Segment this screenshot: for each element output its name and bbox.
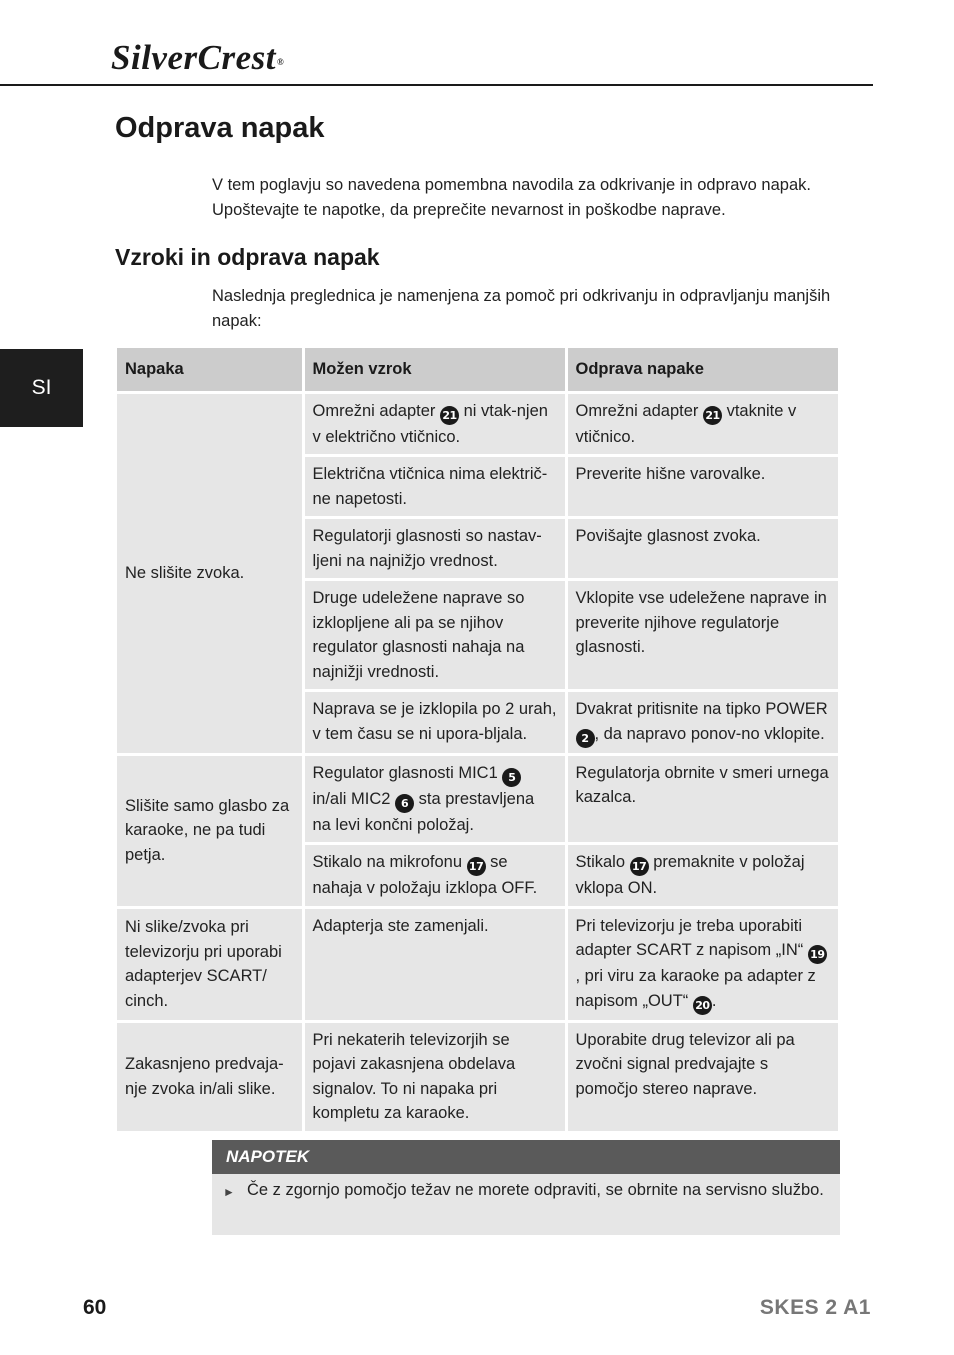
cell-text: . [711, 991, 717, 1010]
cause-cell [303, 754, 566, 844]
page-title: Odprava napak [115, 112, 325, 144]
cell-text: Vklopite vse udeležene naprave in preverite njihove regulatorje glasnosti. [575, 589, 827, 656]
header-divider [0, 84, 873, 86]
remedy-cell [566, 456, 838, 518]
cell-text: Stikalo na mikrofonu [312, 853, 467, 871]
section-title: Vzroki in odprava napak [115, 244, 380, 270]
cause-cell [303, 691, 566, 755]
header-cause: Možen vzrok [303, 348, 566, 392]
header-remedy: Odprava napake [566, 348, 838, 392]
cell-text: Adapterja ste zamenjali. [312, 916, 489, 935]
cell-text: Regulatorja obrnite v smeri urnega kazalca. [575, 763, 829, 806]
cell-text: Preverite hišne varovalke. [575, 465, 766, 483]
remedy-cell [566, 1021, 838, 1132]
table-row [117, 392, 838, 456]
table-header-row [117, 348, 838, 392]
table-row [117, 907, 838, 1021]
cell-text: Druge udeležene naprave so izklopljene ali pa se njihov regulator glasnosti nahaja na najnižji vrednosti. [312, 589, 525, 681]
note-body [212, 1174, 840, 1203]
problem-cell: Slišite samo glasbo za karaoke, ne pa tudi petja. [117, 754, 303, 907]
remedy-cell [566, 392, 838, 456]
table-row [117, 754, 838, 844]
table-body [117, 392, 838, 1132]
troubleshooting-table [117, 348, 838, 1134]
part-number-badge: 5 [502, 768, 521, 787]
cause-cell [303, 580, 566, 691]
cell-text: Povišajte glasnost zvoka. [575, 527, 761, 545]
remedy-cell [566, 907, 838, 1021]
model-number: SKES 2 A1 [759, 1296, 871, 1319]
table-row [117, 1021, 838, 1132]
intro-paragraph: V tem poglavju so navedena pomembna navodila za odkrivanje in odpravo napak. Upoštevajte te napotke, da preprečite nevarnost in poškodbe naprave. [212, 176, 811, 219]
remedy-cell [566, 844, 838, 908]
cell-text: Pri nekaterih televizorjih se pojavi zakasnjena obdelava signalov. To ni napaka pri kompletu za karaoke. [312, 1030, 516, 1122]
cell-text: Naprava se je izklopila po 2 urah, v tem času se ni upora-bljala. [312, 700, 557, 743]
cell-text: in/ali MIC2 [312, 789, 396, 808]
cell-text: , da napravo ponov-no vklopite. [594, 724, 825, 743]
language-code: SI [31, 376, 52, 399]
cell-text: Pri televizorju je treba uporabiti adapter SCART z napisom „IN“ [575, 916, 808, 959]
part-number-badge: 20 [693, 996, 712, 1015]
cell-text: Omrežni adapter [575, 401, 703, 420]
page-number: 60 [83, 1296, 107, 1319]
note-box [212, 1140, 840, 1235]
problem-cell: Ne slišite zvoka. [117, 392, 303, 754]
cell-text: Električna vtičnica nima električ-ne napetosti. [312, 465, 548, 508]
cell-text: Stikalo [575, 853, 630, 871]
header-problem: Napaka [117, 348, 303, 392]
brand-logo [111, 38, 284, 78]
note-text: Če z zgornjo pomočjo težav ne morete odpraviti, se obrnite na servisno službo. [247, 1181, 824, 1199]
part-number-badge: 17 [467, 857, 486, 876]
note-title: NAPOTEK [212, 1140, 840, 1174]
brand-name: SilverCrest [111, 38, 276, 77]
cause-cell [303, 518, 566, 580]
cause-cell [303, 1021, 566, 1132]
remedy-cell [566, 754, 838, 844]
cell-text: , pri viru za karaoke pa adapter z napisom „OUT“ [575, 967, 816, 1010]
cause-cell [303, 392, 566, 456]
problem-cell: Zakasnjeno predvaja-nje zvoka in/ali slike. [117, 1021, 303, 1132]
part-number-badge: 21 [440, 406, 459, 425]
part-number-badge: 2 [576, 729, 595, 748]
cause-cell [303, 456, 566, 518]
cell-text: sta prestavljena na levi končni položaj. [312, 789, 535, 834]
remedy-cell [566, 580, 838, 691]
remedy-cell [566, 691, 838, 755]
table-intro-paragraph: Naslednja preglednica je namenjena za pomoč pri odkrivanju in odpravljanju manjših napak: [212, 287, 831, 330]
cause-cell [303, 907, 566, 1021]
part-number-badge: 6 [395, 794, 414, 813]
language-tab [0, 349, 83, 427]
triangle-right-icon: ► [223, 1185, 235, 1199]
cell-text: se nahaja v položaju izklopa OFF. [312, 853, 538, 897]
problem-cell: Ni slike/zvoka pri televizorju pri uporabi adapterjev SCART/ cinch. [117, 907, 303, 1021]
part-number-badge: 17 [630, 857, 649, 876]
cell-text: ni vtak-njen v električno vtičnico. [312, 401, 548, 446]
cell-text: vtaknite v vtičnico. [575, 401, 797, 446]
cell-text: Omrežni adapter [312, 401, 440, 420]
part-number-badge: 21 [703, 406, 722, 425]
cell-text: Regulatorji glasnosti so nastav-ljeni na najnižjo vrednost. [312, 527, 542, 570]
cell-text: Regulator glasnosti MIC1 [312, 763, 503, 782]
remedy-cell [566, 518, 838, 580]
cell-text: Dvakrat pritisnite na tipko POWER [575, 700, 828, 718]
cell-text: Uporabite drug televizor ali pa zvočni signal predvajajte s pomočjo stereo naprave. [575, 1030, 795, 1098]
registered-mark: ® [276, 57, 285, 67]
part-number-badge: 19 [808, 945, 827, 964]
cause-cell [303, 844, 566, 908]
cell-text: premaknite v položaj vklopa ON. [575, 853, 805, 897]
